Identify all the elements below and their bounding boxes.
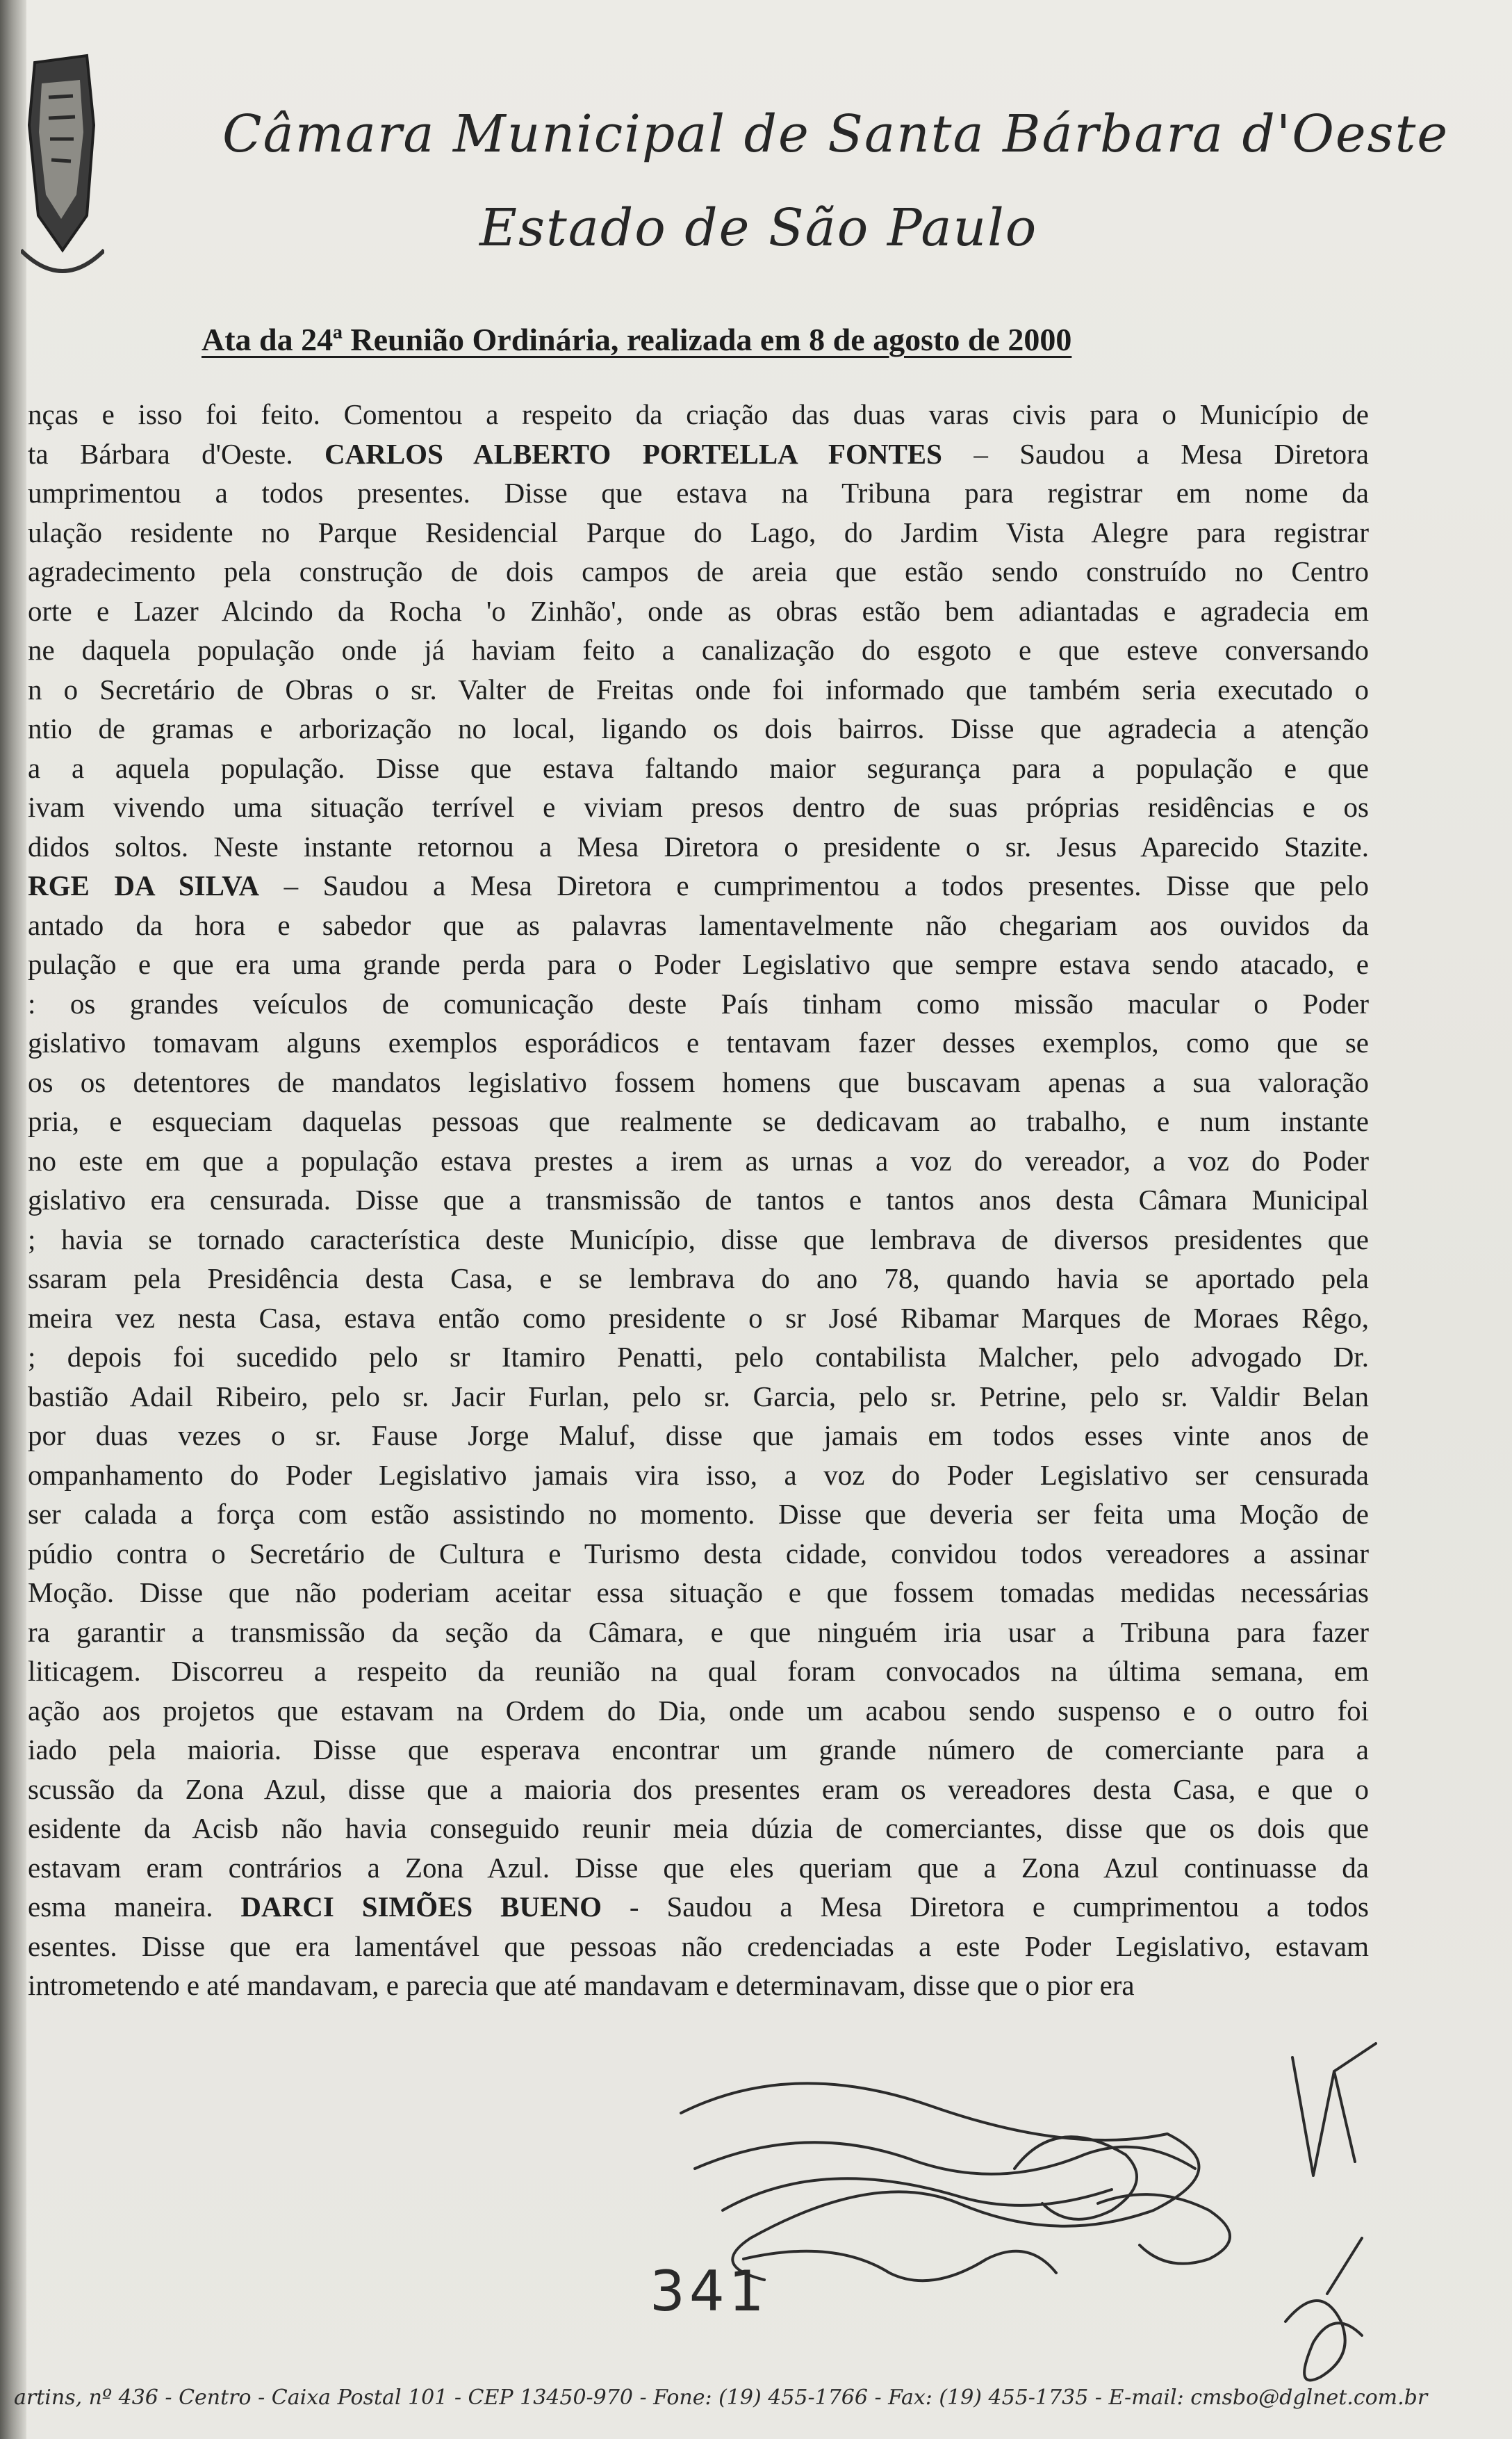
text-line: esentes. Disse que era lamentável que pessoas não credenciadas a este Poder Legislativo, estavam [28,1930,1369,1962]
text-line: ; depois foi sucedido pelo sr Itamiro Penatti, pelo contabilista Malcher, pelo advogado Dr. [28,1341,1369,1373]
speaker-name: RGE DA SILVA [28,870,260,902]
signatures-icon [667,2030,1473,2419]
text-line: a a aquela população. Disse que estava faltando maior segurança para a população e que [28,751,1369,784]
text-line: ne daquela população onde já haviam feito a canalização do esgoto e que esteve conversando [28,634,1369,666]
text-line: agradecimento pela construção de dois campos de areia que estão sendo construído no Centro [28,555,1369,587]
text-line: iado pela maioria. Disse que esperava encontrar um grande número de comerciante para a [28,1734,1369,1765]
text-line: scussão da Zona Azul, disse que a maioria dos presentes eram os vereadores desta Casa, e que o [28,1772,1369,1805]
text-line: : os grandes veículos de comunicação deste País tinham como missão macular o Poder [28,987,1369,1020]
text-line: gislativo era censurada. Disse que a transmissão de tantos e tantos anos desta Câmara Municipal [28,1184,1369,1216]
text-line: ivam vivendo uma situação terrível e viviam presos dentro de suas próprias residências e os [28,791,1369,823]
text-line: esidente da Acisb não havia conseguido reunir meia dúzia de comerciantes, disse que os dois que [28,1812,1369,1844]
text-line: por duas vezes o sr. Fause Jorge Maluf, disse que jamais em todos esses vinte anos de [28,1419,1369,1451]
text-line: estavam eram contrários a Zona Azul. Disse que eles queriam que a Zona Azul continuasse da [28,1851,1369,1884]
text-line: os os detentores de mandatos legislativo fossem homens que buscavam apenas a sua valoração [28,1066,1369,1098]
text-line: antado da hora e sabedor que as palavras lamentavelmente não chegariam aos ouvidos da [28,908,1369,941]
text-line: ntio de gramas e arborização no local, ligando os dois bairros. Disse que agradecia a atenção [28,712,1369,744]
text-line: n o Secretário de Obras o sr. Valter de Freitas onde foi informado que também seria executado o [28,673,1369,705]
page-number: 341 [650,2259,769,2324]
text-line: ; havia se tornado característica deste Município, disse que lembrava de diversos presidentes que [28,1223,1369,1255]
text-line: intrometendo e até mandavam, e parecia que até mandavam e determinavam, disse que o pior era [28,1969,1135,2001]
text-line: ta Bárbara d'Oeste. CARLOS ALBERTO PORTELLA FONTES – Saudou a Mesa Diretora [28,437,1369,470]
state-name: Estado de São Paulo [479,198,1038,258]
text-line: didos soltos. Neste instante retornou a Mesa Diretora o presidente o sr. Jesus Aparecido Stazite. [28,830,1369,863]
text-line: RGE DA SILVA – Saudou a Mesa Diretora e cumprimentou a todos presentes. Disse que pelo [28,870,1369,902]
text-line: ssaram pela Presidência desta Casa, e se lembrava do ano 78, quando havia se aportado pela [28,1262,1369,1294]
text-line: pria, e esqueciam daquelas pessoas que realmente se dedicavam ao trabalho, e num instante [28,1105,1369,1137]
footer-address: artins, nº 436 - Centro - Caixa Postal 101 - CEP 13450-970 - Fone: (19) 455-1766 - Fax: (19) 455-1735 - E-mail: cmsbo@dglnet.com.br [14,2385,1428,2410]
text-line: umprimentou a todos presentes. Disse que estava na Tribuna para registrar em nome da [28,477,1369,509]
text-line: pulação e que era uma grande perda para o Poder Legislativo que sempre estava sendo atacado, e [28,948,1369,980]
speaker-name: CARLOS ALBERTO PORTELLA FONTES [324,437,942,470]
text-line: meira vez nesta Casa, estava então como presidente o sr José Ribamar Marques de Moraes Rêgo, [28,1301,1369,1334]
text-line: nças e isso foi feito. Comentou a respeito da criação das duas varas civis para o Município de [28,398,1369,430]
text-line: ompanhamento do Poder Legislativo jamais vira isso, a voz do Poder Legislativo ser censurada [28,1458,1369,1491]
speaker-name: DARCI SIMÕES BUENO [240,1891,602,1923]
text-line: ser calada a força com estão assistindo no momento. Disse que deveria ser feita uma Moção de [28,1498,1369,1530]
chamber-name: Câmara Municipal de Santa Bárbara d'Oeste [222,104,1449,164]
scan-binding-edge [0,0,26,2439]
text-line: ação aos projetos que estavam na Ordem do Dia, onde um acabou sendo suspenso e o outro foi [28,1694,1369,1727]
text-line: ulação residente no Parque Residencial Parque do Lago, do Jardim Vista Alegre para registrar [28,516,1369,548]
municipal-crest-icon [21,42,104,292]
text-line: esma maneira. DARCI SIMÕES BUENO - Saudou a Mesa Diretora e cumprimentou a todos [28,1891,1369,1923]
text-line: liticagem. Discorreu a respeito da reunião na qual foram convocados na última semana, em [28,1655,1369,1687]
text-line: púdio contra o Secretário de Cultura e Turismo desta cidade, convidou todos vereadores a assinar [28,1537,1369,1569]
minutes-body [28,395,1369,2005]
text-line: ra garantir a transmissão da seção da Câmara, e que ninguém iria usar a Tribuna para fazer [28,1615,1369,1648]
document-title: Ata da 24ª Reunião Ordinária, realizada em 8 de agosto de 2000 [202,322,1072,357]
text-line: no este em que a população estava prestes a irem as urnas a voz do vereador, a voz do Poder [28,1144,1369,1177]
text-line: Moção. Disse que não poderiam aceitar essa situação e que fossem tomadas medidas necessárias [28,1576,1369,1608]
text-line: gislativo tomavam alguns exemplos esporádicos e tentavam fazer desses exemplos, como que se [28,1027,1369,1059]
text-line: bastião Adail Ribeiro, pelo sr. Jacir Furlan, pelo sr. Garcia, pelo sr. Petrine, pelo sr. Valdir Belan [28,1380,1369,1412]
text-line: orte e Lazer Alcindo da Rocha 'o Zinhão', onde as obras estão bem adiantadas e agradecia em [28,594,1369,627]
